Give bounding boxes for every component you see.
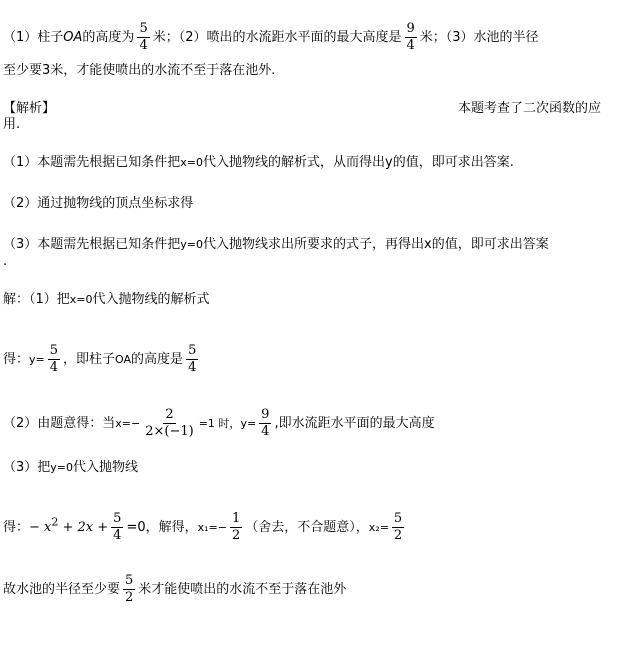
- solution-step-2: 得：y= $\frac{5}{4}$ ，即柱子OA的高度是 $\frac{5}{4}$: [3, 343, 197, 375]
- fraction-5-2: $\frac{5}{2}$: [393, 511, 403, 543]
- solution-step-4: （3）把y=0代入抛物线: [3, 460, 139, 475]
- fraction-5-4: $\frac{5}{4}$: [113, 511, 122, 543]
- answer-text: 米；（3）水池的半径: [419, 30, 539, 45]
- answer-text: （1）柱子: [3, 30, 64, 45]
- analysis-right-text: 本题考查了二次函数的应: [458, 101, 602, 116]
- solution-step-3: （2）由题意得：当x=− $\frac{2}{2\times(-1)}$ =1 时，y= $\frac{9}{4}$ ,即水流距水平面的最大高度: [3, 407, 435, 439]
- fraction-5-4: $\frac{5}{4}$: [188, 343, 197, 375]
- fraction-9-4: $\frac{9}{4}$: [406, 21, 415, 53]
- fraction-5-2: $\frac{5}{2}$: [125, 573, 134, 605]
- analysis-paragraph-3: （3）本题需先根据已知条件把y=0代入抛物线求出所要求的式子，再得出x的值，即可求出答案: [3, 237, 549, 252]
- analysis-paragraph-1: （1）本题需先根据已知条件把x=0代入抛物线的解析式，从而得出y的值，即可求出答案.: [3, 155, 514, 170]
- analysis-label: 【解析】: [3, 101, 56, 116]
- fraction-5-4: $\frac{5}{4}$: [139, 21, 148, 53]
- answer-text: 的高度为: [82, 30, 135, 45]
- analysis-cont: 用.: [3, 117, 21, 132]
- solution-step-1: 解：（1）把x=0代入抛物线的解析式: [3, 292, 210, 307]
- answer-oa: OA: [63, 30, 83, 45]
- fraction-9-4: $\frac{9}{4}$: [261, 407, 270, 439]
- answer-line-1: [3, 22, 539, 53]
- fraction-2-over-2x-1: $\frac{2}{2\times(-1)}$: [145, 407, 194, 439]
- analysis-paragraph-2: （2）通过抛物线的顶点坐标求得: [3, 196, 194, 211]
- answer-text: 米；（2）喷出的水流距水平面的最大高度是: [152, 30, 402, 45]
- solution-step-5: 得：− $x^2 + 2x$ + $\frac{5}{4}$ =0，解得，x₁=− $\frac{1}{2}$ （舍去，不合题意），x₂= $\frac{5}{2}$: [3, 511, 403, 543]
- solution-conclusion: 故水池的半径至少要 $\frac{5}{2}$ 米才能使喷出的水流不至于落在池外: [3, 573, 347, 605]
- analysis-paragraph-3-end: .: [3, 254, 8, 269]
- fraction-5-4: $\frac{5}{4}$: [49, 343, 59, 375]
- fraction-1-2: $\frac{1}{2}$: [231, 511, 241, 543]
- answer-line-2: 至少要3米，才能使喷出的水流不至于落在池外.: [3, 63, 276, 78]
